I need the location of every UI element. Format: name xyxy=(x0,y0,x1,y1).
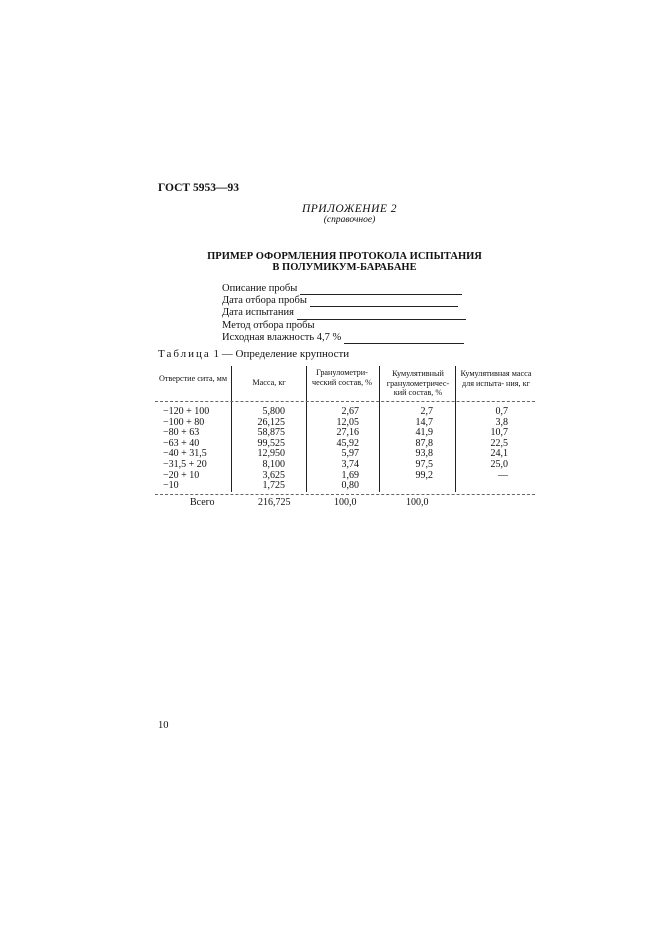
table-row xyxy=(150,459,530,470)
heading-line-2: В ПОЛУМИКУМ-БАРАБАНЕ xyxy=(272,262,417,273)
cell-cummass: 25,0 xyxy=(490,459,508,470)
cell-cum: 87,8 xyxy=(415,437,433,449)
cell-gran: 27,16 xyxy=(336,427,359,439)
cell-cum: 97,5 xyxy=(415,459,433,470)
field-label: Исходная влажность 4,7 % xyxy=(222,331,342,343)
table-row xyxy=(150,406,530,417)
heading-line-1: ПРИМЕР ОФОРМЛЕНИЯ ПРОТОКОЛА ИСПЫТАНИЯ xyxy=(207,251,482,262)
total-cumulative: 100,0 xyxy=(406,497,429,508)
cell-mass: 8,100 xyxy=(262,459,285,470)
table-caption-word: Таблица xyxy=(158,348,211,360)
cell-sieve: −10 xyxy=(163,480,179,492)
cell-mass: 99,525 xyxy=(257,437,285,449)
table-row xyxy=(150,480,530,491)
cell-cum: 93,8 xyxy=(415,448,433,460)
appendix-subtitle: (справочное) xyxy=(323,215,376,225)
cell-gran: 45,92 xyxy=(336,437,359,449)
field-label: Описание пробы xyxy=(222,283,298,294)
table-row-total xyxy=(150,497,530,508)
field-label: Дата отбора пробы xyxy=(222,295,307,307)
cell-cum: 2,7 xyxy=(420,406,433,417)
protocol-fields xyxy=(222,283,466,344)
table-row xyxy=(150,448,530,459)
total-rule xyxy=(155,494,535,495)
total-label: Всего xyxy=(190,497,215,508)
cell-sieve: −100 + 80 xyxy=(163,416,205,428)
cell-mass: 5,800 xyxy=(262,406,285,417)
cell-mass: 26,125 xyxy=(257,416,285,428)
field-label: Метод отбора пробы xyxy=(222,319,315,331)
page-number: 10 xyxy=(158,720,169,731)
appendix-title: ПРИЛОЖЕНИЕ 2 xyxy=(301,203,398,215)
header-sieve: Отверстие сита, мм xyxy=(158,374,228,383)
document-heading xyxy=(0,251,661,273)
field-initial-moisture xyxy=(222,332,466,344)
table-caption-text: 1 — Определение крупности xyxy=(213,348,350,360)
cell-sieve: −20 + 10 xyxy=(163,469,200,481)
cell-mass: 1,725 xyxy=(262,480,285,492)
total-granulometric: 100,0 xyxy=(334,497,357,508)
fill-line xyxy=(310,298,458,307)
cell-cum: 14,7 xyxy=(415,416,433,428)
table-row xyxy=(150,427,530,438)
fill-line xyxy=(300,286,462,295)
table-row xyxy=(150,470,530,481)
table-row xyxy=(150,417,530,428)
standard-number: ГОСТ 5953—93 xyxy=(158,182,239,194)
cell-cum: 41,9 xyxy=(415,427,433,439)
cell-mass: 3,625 xyxy=(262,469,285,481)
cell-sieve: −63 + 40 xyxy=(163,437,200,449)
header-rule xyxy=(155,401,535,402)
cell-gran: 0,80 xyxy=(341,480,359,492)
cell-gran: 3,74 xyxy=(341,459,359,470)
cell-gran: 2,67 xyxy=(341,406,359,417)
cell-cummass: — xyxy=(498,469,508,481)
header-cumulative-mass: Кумулятивная масса для испыта- ния, кг xyxy=(460,369,532,388)
cell-sieve: −31,5 + 20 xyxy=(163,459,207,470)
field-test-date xyxy=(222,307,466,319)
fill-line xyxy=(344,335,464,344)
cell-mass: 12,950 xyxy=(257,448,285,460)
cell-sieve: −40 + 31,5 xyxy=(163,448,207,460)
cell-gran: 12,05 xyxy=(336,416,359,428)
cell-cum: 99,2 xyxy=(415,469,433,481)
table-caption xyxy=(158,348,349,360)
cell-cummass: 22,5 xyxy=(490,437,508,449)
total-mass: 216,725 xyxy=(258,497,291,508)
header-granulometric: Гранулометри- ческий состав, % xyxy=(311,368,373,387)
field-sampling-date xyxy=(222,295,466,307)
header-mass: Масса, кг xyxy=(252,378,286,387)
field-sampling-method xyxy=(222,320,466,332)
cell-mass: 58,875 xyxy=(257,427,285,439)
cell-gran: 5,97 xyxy=(341,448,359,460)
cell-cummass: 24,1 xyxy=(490,448,508,460)
cell-gran: 1,69 xyxy=(341,469,359,481)
fill-line xyxy=(297,311,466,320)
cell-sieve: −80 + 63 xyxy=(163,427,200,439)
cell-cummass: 3,8 xyxy=(495,416,508,428)
table-row xyxy=(150,438,530,449)
cell-cummass: 10,7 xyxy=(490,427,508,439)
cell-cummass: 0,7 xyxy=(495,406,508,417)
field-sample-description xyxy=(222,283,466,295)
header-cumulative-granulometric: Кумулятивный гранулометричес- кий состав, % xyxy=(386,369,450,397)
cell-sieve: −120 + 100 xyxy=(163,406,210,417)
field-label: Дата испытания xyxy=(222,307,294,319)
